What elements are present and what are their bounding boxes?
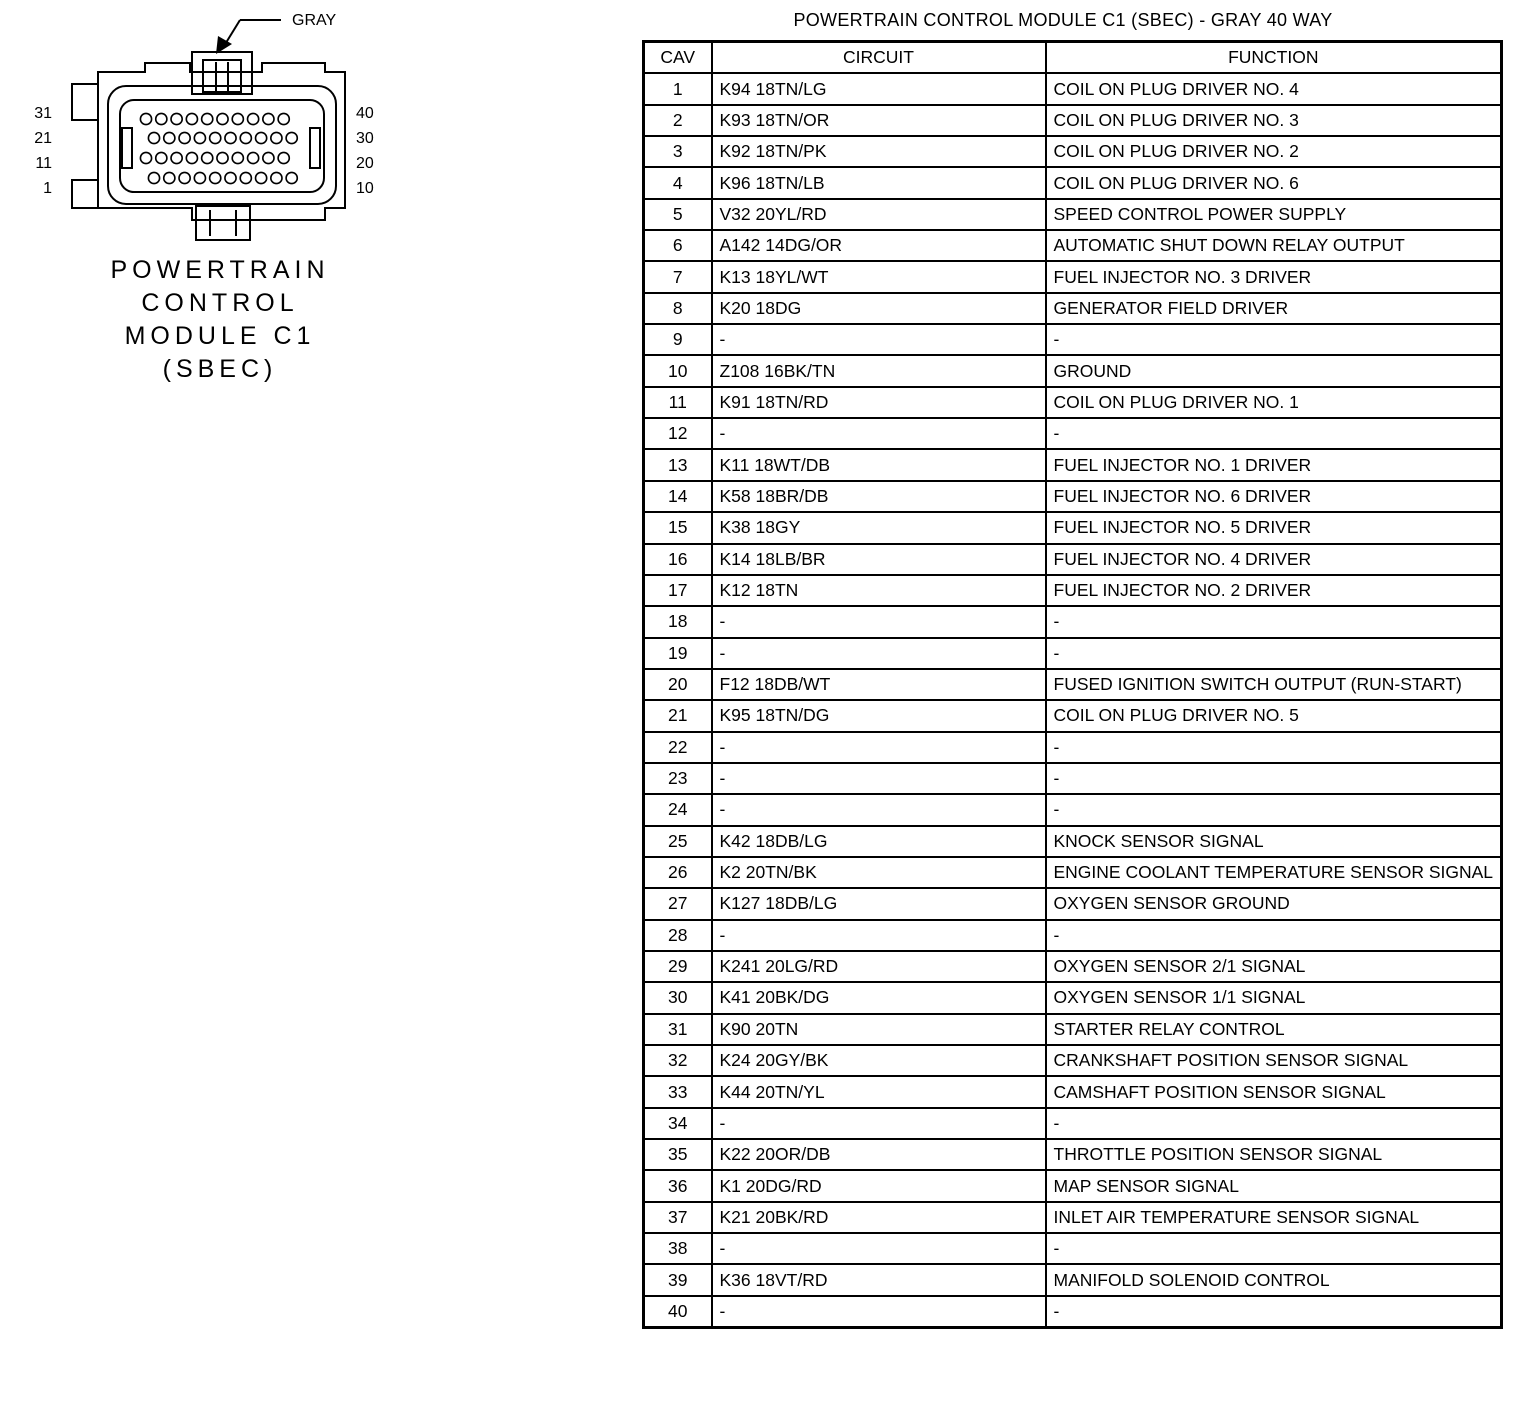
cav-cell: 24	[644, 794, 712, 825]
function-cell: -	[1046, 606, 1502, 637]
connector-title-line: POWERTRAIN	[110, 256, 330, 284]
circuit-cell: K13 18YL/WT	[712, 261, 1046, 292]
pin-cavity	[148, 172, 159, 183]
table-row	[644, 1264, 1502, 1295]
function-cell: -	[1046, 324, 1502, 355]
connector-key-left	[122, 128, 132, 168]
table-row	[644, 1014, 1502, 1045]
cav-cell: 14	[644, 481, 712, 512]
cav-cell: 18	[644, 606, 712, 637]
pin-cavity	[271, 132, 282, 143]
cav-cell: 13	[644, 449, 712, 480]
function-cell: FUEL INJECTOR NO. 1 DRIVER	[1046, 449, 1502, 480]
circuit-cell: K94 18TN/LG	[712, 73, 1046, 104]
pin-cavity	[179, 172, 190, 183]
pin-cavity	[156, 113, 167, 124]
table-row	[644, 982, 1502, 1013]
pin-cavity	[232, 152, 243, 163]
left-row-label: 1	[43, 180, 52, 197]
function-cell: THROTTLE POSITION SENSOR SIGNAL	[1046, 1139, 1502, 1170]
cav-cell: 28	[644, 920, 712, 951]
pin-cavity	[202, 113, 213, 124]
circuit-cell: K241 20LG/RD	[712, 951, 1046, 982]
circuit-cell: K14 18LB/BR	[712, 544, 1046, 575]
circuit-cell: K41 20BK/DG	[712, 982, 1046, 1013]
pinout-table	[642, 40, 1503, 1329]
function-cell: FUEL INJECTOR NO. 2 DRIVER	[1046, 575, 1502, 606]
cav-cell: 26	[644, 857, 712, 888]
table-row	[644, 1045, 1502, 1076]
circuit-cell: K42 18DB/LG	[712, 826, 1046, 857]
circuit-cell: -	[712, 1108, 1046, 1139]
circuit-cell: K92 18TN/PK	[712, 136, 1046, 167]
pin-cavity	[248, 113, 259, 124]
table-row	[644, 261, 1502, 292]
circuit-cell: -	[712, 920, 1046, 951]
circuit-cell: V32 20YL/RD	[712, 199, 1046, 230]
circuit-cell: K127 18DB/LG	[712, 888, 1046, 919]
pin-cavity	[225, 132, 236, 143]
function-cell: FUEL INJECTOR NO. 4 DRIVER	[1046, 544, 1502, 575]
table-row	[644, 1202, 1502, 1233]
circuit-cell: K2 20TN/BK	[712, 857, 1046, 888]
cav-cell: 16	[644, 544, 712, 575]
circuit-cell: K36 18VT/RD	[712, 1264, 1046, 1295]
cav-cell: 1	[644, 73, 712, 104]
connector-inner-face	[108, 86, 336, 204]
circuit-cell: K22 20OR/DB	[712, 1139, 1046, 1170]
pin-cavity	[164, 132, 175, 143]
left-row-label: 11	[35, 155, 52, 172]
cav-cell: 4	[644, 167, 712, 198]
table-row	[644, 355, 1502, 386]
pin-cavity	[240, 172, 251, 183]
pin-cavity	[140, 113, 151, 124]
pin-cavity	[194, 172, 205, 183]
cav-cell: 32	[644, 1045, 712, 1076]
pin-cavity	[164, 172, 175, 183]
table-row	[644, 293, 1502, 324]
function-cell: COIL ON PLUG DRIVER NO. 2	[1046, 136, 1502, 167]
connector-ear-top-left	[72, 84, 98, 120]
function-cell: FUSED IGNITION SWITCH OUTPUT (RUN-START)	[1046, 669, 1502, 700]
cav-cell: 7	[644, 261, 712, 292]
function-cell: AUTOMATIC SHUT DOWN RELAY OUTPUT	[1046, 230, 1502, 261]
connector-title-line: CONTROL	[141, 289, 299, 317]
function-cell: OXYGEN SENSOR 2/1 SIGNAL	[1046, 951, 1502, 982]
circuit-cell: K21 20BK/RD	[712, 1202, 1046, 1233]
circuit-cell: -	[712, 606, 1046, 637]
circuit-cell: -	[712, 1296, 1046, 1328]
connector-diagram	[0, 0, 440, 250]
table-row	[644, 544, 1502, 575]
cav-cell: 23	[644, 763, 712, 794]
cav-cell: 21	[644, 700, 712, 731]
connector-latch-bottom	[196, 206, 250, 240]
function-cell: SPEED CONTROL POWER SUPPLY	[1046, 199, 1502, 230]
cav-cell: 27	[644, 888, 712, 919]
table-row	[644, 951, 1502, 982]
table-row	[644, 1296, 1502, 1328]
table-header-row	[644, 42, 1502, 74]
pin-cavity	[232, 113, 243, 124]
circuit-cell: K11 18WT/DB	[712, 449, 1046, 480]
pin-cavity	[286, 172, 297, 183]
circuit-cell: K12 18TN	[712, 575, 1046, 606]
table-row	[644, 1170, 1502, 1201]
cav-cell: 2	[644, 105, 712, 136]
circuit-cell: -	[712, 418, 1046, 449]
cav-cell: 31	[644, 1014, 712, 1045]
function-cell: FUEL INJECTOR NO. 6 DRIVER	[1046, 481, 1502, 512]
function-cell: -	[1046, 418, 1502, 449]
pin-cavity	[240, 132, 251, 143]
table-row	[644, 606, 1502, 637]
right-row-label: 10	[356, 180, 374, 197]
function-cell: KNOCK SENSOR SIGNAL	[1046, 826, 1502, 857]
circuit-cell: -	[712, 1233, 1046, 1264]
cav-cell: 3	[644, 136, 712, 167]
circuit-cell: K58 18BR/DB	[712, 481, 1046, 512]
connector-color-label: GRAY	[292, 12, 337, 29]
pin-cavity	[225, 172, 236, 183]
table-row	[644, 1108, 1502, 1139]
connector-title-line: MODULE C1	[124, 322, 316, 350]
circuit-cell: -	[712, 794, 1046, 825]
table-row	[644, 732, 1502, 763]
cav-cell: 9	[644, 324, 712, 355]
function-cell: FUEL INJECTOR NO. 3 DRIVER	[1046, 261, 1502, 292]
cav-cell: 15	[644, 512, 712, 543]
pin-cavity	[156, 152, 167, 163]
function-cell: -	[1046, 794, 1502, 825]
cav-cell: 11	[644, 387, 712, 418]
circuit-cell: A142 14DG/OR	[712, 230, 1046, 261]
cav-cell: 34	[644, 1108, 712, 1139]
function-cell: COIL ON PLUG DRIVER NO. 5	[1046, 700, 1502, 731]
cav-cell: 25	[644, 826, 712, 857]
table-row	[644, 888, 1502, 919]
pin-cavity	[186, 152, 197, 163]
pin-cavity	[186, 113, 197, 124]
function-cell: INLET AIR TEMPERATURE SENSOR SIGNAL	[1046, 1202, 1502, 1233]
pin-cavity	[271, 172, 282, 183]
table-row	[644, 449, 1502, 480]
function-cell: ENGINE COOLANT TEMPERATURE SENSOR SIGNAL	[1046, 857, 1502, 888]
cav-cell: 6	[644, 230, 712, 261]
pin-cavity	[278, 113, 289, 124]
pin-cavity	[148, 132, 159, 143]
table-row	[644, 857, 1502, 888]
function-cell: -	[1046, 1233, 1502, 1264]
circuit-cell: -	[712, 324, 1046, 355]
cav-cell: 37	[644, 1202, 712, 1233]
circuit-cell: K95 18TN/DG	[712, 700, 1046, 731]
pin-cavity	[210, 132, 221, 143]
table-title: POWERTRAIN CONTROL MODULE C1 (SBEC) - GRAY 40 WAY	[793, 10, 1333, 30]
cav-cell: 38	[644, 1233, 712, 1264]
pin-cavity	[217, 113, 228, 124]
pin-cavity	[202, 152, 213, 163]
right-row-label: 20	[356, 155, 374, 172]
table-row	[644, 669, 1502, 700]
pin-cavity	[248, 152, 259, 163]
cav-cell: 20	[644, 669, 712, 700]
table-row	[644, 794, 1502, 825]
function-cell: -	[1046, 763, 1502, 794]
table-row	[644, 136, 1502, 167]
header-function: FUNCTION	[1046, 42, 1502, 74]
table-row	[644, 1233, 1502, 1264]
table-row	[644, 700, 1502, 731]
function-cell: -	[1046, 1108, 1502, 1139]
cav-cell: 40	[644, 1296, 712, 1328]
right-row-label: 30	[356, 130, 374, 147]
circuit-cell: K1 20DG/RD	[712, 1170, 1046, 1201]
function-cell: OXYGEN SENSOR GROUND	[1046, 888, 1502, 919]
circuit-cell: K91 18TN/RD	[712, 387, 1046, 418]
circuit-cell: -	[712, 763, 1046, 794]
table-row	[644, 481, 1502, 512]
circuit-cell: K20 18DG	[712, 293, 1046, 324]
connector-ear-bottom-left	[72, 180, 98, 208]
cav-cell: 30	[644, 982, 712, 1013]
function-cell: GROUND	[1046, 355, 1502, 386]
table-row	[644, 1139, 1502, 1170]
left-row-label: 21	[34, 130, 52, 147]
right-row-label: 40	[356, 105, 374, 122]
function-cell: GENERATOR FIELD DRIVER	[1046, 293, 1502, 324]
pin-cavity	[171, 152, 182, 163]
cav-cell: 39	[644, 1264, 712, 1295]
table-row	[644, 575, 1502, 606]
function-cell: COIL ON PLUG DRIVER NO. 3	[1046, 105, 1502, 136]
table-row	[644, 763, 1502, 794]
function-cell: -	[1046, 732, 1502, 763]
pin-cavity	[263, 152, 274, 163]
table-row	[644, 73, 1502, 104]
table-row	[644, 105, 1502, 136]
function-cell: STARTER RELAY CONTROL	[1046, 1014, 1502, 1045]
table-row	[644, 418, 1502, 449]
pin-cavity	[217, 152, 228, 163]
pin-cavity	[256, 132, 267, 143]
table-row	[644, 199, 1502, 230]
circuit-cell: -	[712, 638, 1046, 669]
pin-cavity	[194, 132, 205, 143]
pin-cavity	[278, 152, 289, 163]
pin-cavity	[286, 132, 297, 143]
left-row-label: 31	[34, 105, 52, 122]
function-cell: COIL ON PLUG DRIVER NO. 6	[1046, 167, 1502, 198]
table-row	[644, 920, 1502, 951]
circuit-cell: K38 18GY	[712, 512, 1046, 543]
pin-cavity	[210, 172, 221, 183]
cav-cell: 36	[644, 1170, 712, 1201]
cav-cell: 19	[644, 638, 712, 669]
pin-cavity	[140, 152, 151, 163]
function-cell: -	[1046, 1296, 1502, 1328]
cav-cell: 35	[644, 1139, 712, 1170]
function-cell: COIL ON PLUG DRIVER NO. 4	[1046, 73, 1502, 104]
function-cell: -	[1046, 638, 1502, 669]
table-row	[644, 230, 1502, 261]
cav-cell: 10	[644, 355, 712, 386]
pin-cavity	[171, 113, 182, 124]
connector-title-line: (SBEC)	[162, 355, 278, 383]
table-row	[644, 324, 1502, 355]
circuit-cell: K96 18TN/LB	[712, 167, 1046, 198]
table-row	[644, 512, 1502, 543]
pin-cavity	[256, 172, 267, 183]
table-row	[644, 638, 1502, 669]
circuit-cell: K93 18TN/OR	[712, 105, 1046, 136]
cav-cell: 29	[644, 951, 712, 982]
connector-key-right	[310, 128, 320, 168]
header-cav: CAV	[644, 42, 712, 74]
pin-cavity	[263, 113, 274, 124]
circuit-cell: F12 18DB/WT	[712, 669, 1046, 700]
cav-cell: 12	[644, 418, 712, 449]
function-cell: MAP SENSOR SIGNAL	[1046, 1170, 1502, 1201]
circuit-cell: K90 20TN	[712, 1014, 1046, 1045]
pin-cavity	[179, 132, 190, 143]
function-cell: FUEL INJECTOR NO. 5 DRIVER	[1046, 512, 1502, 543]
cav-cell: 8	[644, 293, 712, 324]
cav-cell: 5	[644, 199, 712, 230]
circuit-cell: -	[712, 732, 1046, 763]
function-cell: -	[1046, 920, 1502, 951]
connector-title	[0, 254, 440, 386]
cav-cell: 22	[644, 732, 712, 763]
circuit-cell: K44 20TN/YL	[712, 1076, 1046, 1107]
function-cell: CRANKSHAFT POSITION SENSOR SIGNAL	[1046, 1045, 1502, 1076]
cav-cell: 33	[644, 1076, 712, 1107]
table-row	[644, 826, 1502, 857]
function-cell: COIL ON PLUG DRIVER NO. 1	[1046, 387, 1502, 418]
circuit-cell: K24 20GY/BK	[712, 1045, 1046, 1076]
function-cell: CAMSHAFT POSITION SENSOR SIGNAL	[1046, 1076, 1502, 1107]
cav-cell: 17	[644, 575, 712, 606]
header-circuit: CIRCUIT	[712, 42, 1046, 74]
function-cell: OXYGEN SENSOR 1/1 SIGNAL	[1046, 982, 1502, 1013]
table-row	[644, 387, 1502, 418]
table-row	[644, 167, 1502, 198]
function-cell: MANIFOLD SOLENOID CONTROL	[1046, 1264, 1502, 1295]
circuit-cell: Z108 16BK/TN	[712, 355, 1046, 386]
table-row	[644, 1076, 1502, 1107]
